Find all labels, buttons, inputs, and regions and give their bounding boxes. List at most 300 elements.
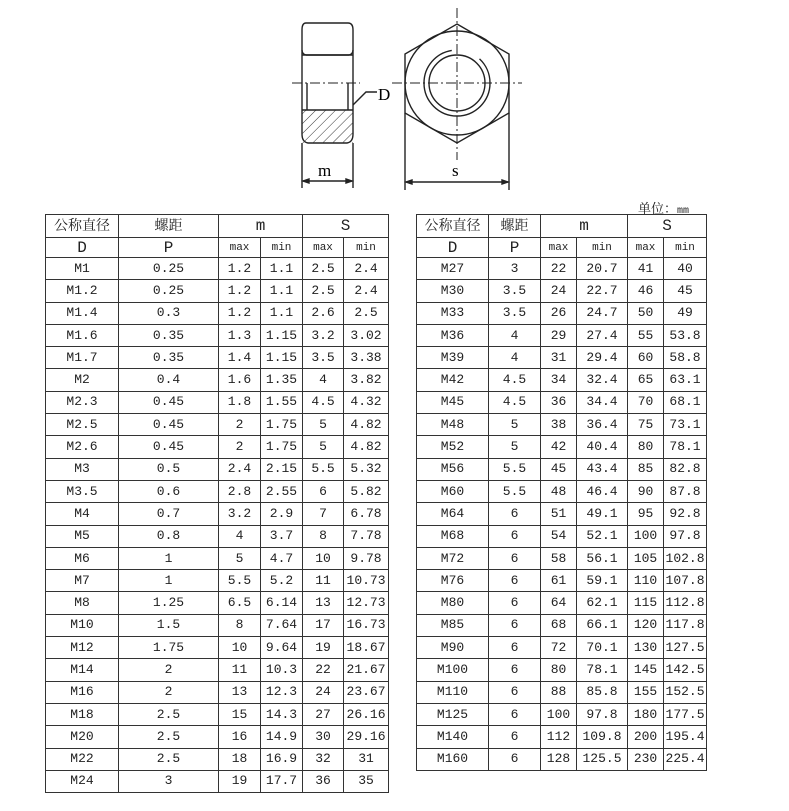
cell-s-min: 107.8 xyxy=(664,570,707,592)
table-row xyxy=(417,414,707,436)
cell-m-min: 40.4 xyxy=(577,436,628,458)
cell-m-min: 59.1 xyxy=(577,570,628,592)
cell-s-max: 200 xyxy=(628,726,664,748)
cell-p: 0.45 xyxy=(119,391,219,413)
cell-s-min: 6.78 xyxy=(344,503,389,525)
cell-s-min: 87.8 xyxy=(664,480,707,502)
table-row xyxy=(46,726,389,748)
cell-s-max: 110 xyxy=(628,570,664,592)
cell-m-max: 100 xyxy=(541,703,577,725)
cell-d: M80 xyxy=(417,592,489,614)
cell-m-min: 46.4 xyxy=(577,480,628,502)
table-row xyxy=(417,503,707,525)
cell-p: 6 xyxy=(489,592,541,614)
cell-p: 6 xyxy=(489,748,541,770)
cell-m-max: 1.2 xyxy=(219,280,261,302)
cell-m-max: 128 xyxy=(541,748,577,770)
header-s: S xyxy=(303,215,389,238)
cell-s-min: 117.8 xyxy=(664,614,707,636)
cell-m-min: 1.15 xyxy=(261,347,303,369)
cell-s-max: 17 xyxy=(303,614,344,636)
header-m-max: max xyxy=(541,238,577,258)
cell-s-max: 95 xyxy=(628,503,664,525)
cell-m-max: 24 xyxy=(541,280,577,302)
cell-d: M1.2 xyxy=(46,280,119,302)
cell-s-max: 5 xyxy=(303,414,344,436)
cell-m-max: 42 xyxy=(541,436,577,458)
cell-m-min: 36.4 xyxy=(577,414,628,436)
cell-p: 4.5 xyxy=(489,369,541,391)
cell-s-max: 75 xyxy=(628,414,664,436)
cell-d: M140 xyxy=(417,726,489,748)
cell-d: M24 xyxy=(46,770,119,792)
table-row xyxy=(46,503,389,525)
cell-s-min: 58.8 xyxy=(664,347,707,369)
cell-s-min: 45 xyxy=(664,280,707,302)
header-nominal-diameter: 公称直径 xyxy=(417,215,489,238)
cell-m-max: 36 xyxy=(541,391,577,413)
table-row xyxy=(46,302,389,324)
cell-m-min: 6.14 xyxy=(261,592,303,614)
table-row xyxy=(417,324,707,346)
cell-m-max: 51 xyxy=(541,503,577,525)
cell-d: M72 xyxy=(417,547,489,569)
cell-m-min: 27.4 xyxy=(577,324,628,346)
cell-s-min: 78.1 xyxy=(664,436,707,458)
cell-d: M16 xyxy=(46,681,119,703)
header-s-max: max xyxy=(303,238,344,258)
cell-d: M33 xyxy=(417,302,489,324)
cell-m-max: 19 xyxy=(219,770,261,792)
cell-p: 6 xyxy=(489,525,541,547)
cell-m-min: 109.8 xyxy=(577,726,628,748)
cell-m-max: 4 xyxy=(219,525,261,547)
cell-d: M3.5 xyxy=(46,480,119,502)
cell-m-min: 1.1 xyxy=(261,302,303,324)
cell-p: 6 xyxy=(489,503,541,525)
cell-p: 0.3 xyxy=(119,302,219,324)
cell-s-min: 49 xyxy=(664,302,707,324)
table-row xyxy=(417,637,707,659)
cell-p: 3 xyxy=(489,258,541,280)
cell-m-max: 2 xyxy=(219,436,261,458)
cell-d: M1 xyxy=(46,258,119,280)
cell-p: 4 xyxy=(489,347,541,369)
cell-m-max: 45 xyxy=(541,458,577,480)
cell-s-max: 115 xyxy=(628,592,664,614)
label-m: m xyxy=(318,161,332,180)
cell-d: M2.5 xyxy=(46,414,119,436)
cell-m-min: 49.1 xyxy=(577,503,628,525)
header-P: P xyxy=(119,238,219,258)
cell-m-min: 10.3 xyxy=(261,659,303,681)
header-D: D xyxy=(417,238,489,258)
cell-m-min: 24.7 xyxy=(577,302,628,324)
cell-m-max: 1.8 xyxy=(219,391,261,413)
cell-s-min: 82.8 xyxy=(664,458,707,480)
cell-d: M48 xyxy=(417,414,489,436)
table-row xyxy=(46,525,389,547)
table-row xyxy=(417,726,707,748)
cell-s-min: 177.5 xyxy=(664,703,707,725)
cell-s-max: 5.5 xyxy=(303,458,344,480)
header-m: m xyxy=(541,215,628,238)
cell-s-max: 60 xyxy=(628,347,664,369)
cell-d: M85 xyxy=(417,614,489,636)
cell-p: 0.45 xyxy=(119,414,219,436)
cell-s-min: 5.32 xyxy=(344,458,389,480)
cell-d: M100 xyxy=(417,659,489,681)
cell-p: 3.5 xyxy=(489,302,541,324)
header-s-min: min xyxy=(344,238,389,258)
cell-p: 0.35 xyxy=(119,347,219,369)
cell-d: M22 xyxy=(46,748,119,770)
table-row xyxy=(46,280,389,302)
cell-s-max: 85 xyxy=(628,458,664,480)
cell-p: 1.25 xyxy=(119,592,219,614)
label-s: s xyxy=(452,161,459,180)
cell-s-max: 230 xyxy=(628,748,664,770)
table-row xyxy=(46,570,389,592)
cell-m-max: 22 xyxy=(541,258,577,280)
cell-s-max: 27 xyxy=(303,703,344,725)
cell-s-min: 26.16 xyxy=(344,703,389,725)
table-row xyxy=(417,547,707,569)
table-row xyxy=(46,547,389,569)
cell-s-min: 3.38 xyxy=(344,347,389,369)
table-row xyxy=(417,614,707,636)
cell-d: M39 xyxy=(417,347,489,369)
cell-m-min: 34.4 xyxy=(577,391,628,413)
cell-s-min: 10.73 xyxy=(344,570,389,592)
cell-m-max: 16 xyxy=(219,726,261,748)
cell-m-min: 14.3 xyxy=(261,703,303,725)
header-s-min: min xyxy=(664,238,707,258)
cell-m-min: 78.1 xyxy=(577,659,628,681)
header-m-min: min xyxy=(261,238,303,258)
cell-m-max: 13 xyxy=(219,681,261,703)
unit-value: mm xyxy=(677,206,690,217)
cell-m-max: 1.2 xyxy=(219,258,261,280)
table-row xyxy=(417,525,707,547)
cell-s-max: 145 xyxy=(628,659,664,681)
cell-m-min: 5.2 xyxy=(261,570,303,592)
cell-m-max: 18 xyxy=(219,748,261,770)
cell-p: 6 xyxy=(489,659,541,681)
table-row xyxy=(417,703,707,725)
cell-s-min: 3.82 xyxy=(344,369,389,391)
cell-m-min: 9.64 xyxy=(261,637,303,659)
cell-p: 6 xyxy=(489,703,541,725)
table-row xyxy=(46,258,389,280)
cell-m-min: 2.15 xyxy=(261,458,303,480)
header-P: P xyxy=(489,238,541,258)
nut-table-right xyxy=(416,214,707,771)
label-D: D xyxy=(378,85,391,104)
cell-m-min: 70.1 xyxy=(577,637,628,659)
cell-s-min: 142.5 xyxy=(664,659,707,681)
cell-d: M60 xyxy=(417,480,489,502)
cell-s-min: 2.5 xyxy=(344,302,389,324)
cell-p: 2 xyxy=(119,681,219,703)
cell-s-max: 7 xyxy=(303,503,344,525)
cell-p: 3 xyxy=(119,770,219,792)
cell-m-min: 62.1 xyxy=(577,592,628,614)
cell-m-min: 29.4 xyxy=(577,347,628,369)
table-row xyxy=(417,347,707,369)
cell-p: 5 xyxy=(489,414,541,436)
cell-m-max: 1.2 xyxy=(219,302,261,324)
cell-d: M5 xyxy=(46,525,119,547)
cell-s-max: 4 xyxy=(303,369,344,391)
cell-m-max: 38 xyxy=(541,414,577,436)
cell-s-max: 5 xyxy=(303,436,344,458)
cell-p: 6 xyxy=(489,614,541,636)
cell-s-max: 30 xyxy=(303,726,344,748)
cell-s-min: 68.1 xyxy=(664,391,707,413)
cell-s-max: 10 xyxy=(303,547,344,569)
cell-p: 2.5 xyxy=(119,748,219,770)
table-row xyxy=(417,659,707,681)
cell-m-max: 1.4 xyxy=(219,347,261,369)
cell-m-max: 48 xyxy=(541,480,577,502)
cell-s-min: 112.8 xyxy=(664,592,707,614)
cell-s-min: 5.82 xyxy=(344,480,389,502)
cell-m-min: 16.9 xyxy=(261,748,303,770)
table-row xyxy=(46,324,389,346)
cell-s-min: 40 xyxy=(664,258,707,280)
cell-d: M160 xyxy=(417,748,489,770)
cell-m-min: 2.55 xyxy=(261,480,303,502)
cell-p: 5 xyxy=(489,436,541,458)
cell-m-min: 1.75 xyxy=(261,436,303,458)
cell-s-max: 2.5 xyxy=(303,280,344,302)
table-row xyxy=(46,414,389,436)
cell-m-max: 10 xyxy=(219,637,261,659)
cell-s-max: 2.5 xyxy=(303,258,344,280)
cell-s-min: 4.82 xyxy=(344,414,389,436)
cell-m-max: 31 xyxy=(541,347,577,369)
cell-d: M1.7 xyxy=(46,347,119,369)
cell-m-max: 58 xyxy=(541,547,577,569)
cell-p: 0.6 xyxy=(119,480,219,502)
cell-s-min: 53.8 xyxy=(664,324,707,346)
cell-m-max: 68 xyxy=(541,614,577,636)
cell-m-min: 17.7 xyxy=(261,770,303,792)
cell-p: 1.5 xyxy=(119,614,219,636)
cell-m-min: 20.7 xyxy=(577,258,628,280)
table-row xyxy=(417,391,707,413)
cell-p: 4 xyxy=(489,324,541,346)
cell-p: 1 xyxy=(119,547,219,569)
cell-s-max: 6 xyxy=(303,480,344,502)
cell-p: 6 xyxy=(489,570,541,592)
nut-table-left xyxy=(45,214,389,793)
cell-p: 0.7 xyxy=(119,503,219,525)
cell-d: M42 xyxy=(417,369,489,391)
cell-s-min: 73.1 xyxy=(664,414,707,436)
cell-d: M12 xyxy=(46,637,119,659)
cell-s-max: 105 xyxy=(628,547,664,569)
cell-p: 6 xyxy=(489,681,541,703)
cell-m-max: 6.5 xyxy=(219,592,261,614)
cell-m-max: 3.2 xyxy=(219,503,261,525)
cell-d: M18 xyxy=(46,703,119,725)
cell-m-min: 4.7 xyxy=(261,547,303,569)
cell-m-min: 97.8 xyxy=(577,703,628,725)
cell-m-max: 54 xyxy=(541,525,577,547)
cell-s-max: 36 xyxy=(303,770,344,792)
header-m-max: max xyxy=(219,238,261,258)
cell-p: 6 xyxy=(489,547,541,569)
cell-m-min: 85.8 xyxy=(577,681,628,703)
cell-m-max: 26 xyxy=(541,302,577,324)
cell-p: 1.75 xyxy=(119,637,219,659)
table-row xyxy=(46,770,389,792)
header-s-max: max xyxy=(628,238,664,258)
cell-s-min: 29.16 xyxy=(344,726,389,748)
cell-d: M1.6 xyxy=(46,324,119,346)
cell-d: M45 xyxy=(417,391,489,413)
cell-m-max: 88 xyxy=(541,681,577,703)
header-D: D xyxy=(46,238,119,258)
cell-m-min: 1.1 xyxy=(261,280,303,302)
cell-s-min: 16.73 xyxy=(344,614,389,636)
table-row xyxy=(417,302,707,324)
cell-p: 0.25 xyxy=(119,280,219,302)
cell-p: 0.5 xyxy=(119,458,219,480)
cell-s-max: 24 xyxy=(303,681,344,703)
cell-d: M1.4 xyxy=(46,302,119,324)
cell-m-max: 1.6 xyxy=(219,369,261,391)
cell-p: 1 xyxy=(119,570,219,592)
cell-s-min: 9.78 xyxy=(344,547,389,569)
cell-m-min: 43.4 xyxy=(577,458,628,480)
cell-s-max: 65 xyxy=(628,369,664,391)
cell-s-max: 180 xyxy=(628,703,664,725)
cell-d: M2.3 xyxy=(46,391,119,413)
cell-p: 6 xyxy=(489,726,541,748)
cell-m-min: 14.9 xyxy=(261,726,303,748)
table-row xyxy=(46,436,389,458)
cell-s-min: 127.5 xyxy=(664,637,707,659)
cell-d: M2 xyxy=(46,369,119,391)
cell-p: 0.45 xyxy=(119,436,219,458)
table-row xyxy=(417,681,707,703)
cell-s-max: 155 xyxy=(628,681,664,703)
table-row xyxy=(46,703,389,725)
cell-s-min: 152.5 xyxy=(664,681,707,703)
cell-s-min: 97.8 xyxy=(664,525,707,547)
cell-s-max: 100 xyxy=(628,525,664,547)
cell-m-max: 2.8 xyxy=(219,480,261,502)
cell-s-max: 55 xyxy=(628,324,664,346)
cell-s-min: 4.32 xyxy=(344,391,389,413)
cell-s-min: 23.67 xyxy=(344,681,389,703)
cell-s-max: 70 xyxy=(628,391,664,413)
table-row xyxy=(417,436,707,458)
table-row xyxy=(46,480,389,502)
cell-m-min: 1.75 xyxy=(261,414,303,436)
table-row xyxy=(417,592,707,614)
cell-d: M125 xyxy=(417,703,489,725)
cell-d: M10 xyxy=(46,614,119,636)
cell-d: M52 xyxy=(417,436,489,458)
cell-m-min: 2.9 xyxy=(261,503,303,525)
cell-m-max: 64 xyxy=(541,592,577,614)
cell-m-min: 1.55 xyxy=(261,391,303,413)
cell-m-max: 112 xyxy=(541,726,577,748)
cell-p: 0.8 xyxy=(119,525,219,547)
cell-d: M6 xyxy=(46,547,119,569)
table-row xyxy=(46,391,389,413)
cell-m-max: 61 xyxy=(541,570,577,592)
cell-m-max: 5.5 xyxy=(219,570,261,592)
cell-d: M76 xyxy=(417,570,489,592)
cell-m-max: 15 xyxy=(219,703,261,725)
cell-p: 2.5 xyxy=(119,703,219,725)
cell-s-min: 7.78 xyxy=(344,525,389,547)
side-view xyxy=(302,23,377,188)
cell-d: M90 xyxy=(417,637,489,659)
cell-p: 2.5 xyxy=(119,726,219,748)
cell-s-max: 90 xyxy=(628,480,664,502)
cell-d: M27 xyxy=(417,258,489,280)
cell-s-min: 4.82 xyxy=(344,436,389,458)
table-row xyxy=(417,570,707,592)
table-row xyxy=(417,480,707,502)
cell-s-min: 225.4 xyxy=(664,748,707,770)
cell-p: 6 xyxy=(489,637,541,659)
cell-p: 4.5 xyxy=(489,391,541,413)
cell-d: M30 xyxy=(417,280,489,302)
cell-s-max: 3.5 xyxy=(303,347,344,369)
cell-s-min: 12.73 xyxy=(344,592,389,614)
header-nominal-diameter: 公称直径 xyxy=(46,215,119,238)
cell-m-max: 2.4 xyxy=(219,458,261,480)
cell-p: 5.5 xyxy=(489,480,541,502)
cell-p: 3.5 xyxy=(489,280,541,302)
cell-m-max: 29 xyxy=(541,324,577,346)
cell-d: M110 xyxy=(417,681,489,703)
cell-m-max: 11 xyxy=(219,659,261,681)
cell-s-max: 80 xyxy=(628,436,664,458)
cell-s-max: 11 xyxy=(303,570,344,592)
cell-s-min: 102.8 xyxy=(664,547,707,569)
cell-s-max: 8 xyxy=(303,525,344,547)
table-row xyxy=(417,258,707,280)
header-pitch: 螺距 xyxy=(489,215,541,238)
cell-d: M68 xyxy=(417,525,489,547)
cell-p: 0.25 xyxy=(119,258,219,280)
table-row xyxy=(46,659,389,681)
cell-d: M36 xyxy=(417,324,489,346)
cell-m-min: 1.1 xyxy=(261,258,303,280)
cell-s-max: 50 xyxy=(628,302,664,324)
cell-m-max: 8 xyxy=(219,614,261,636)
table-row xyxy=(417,748,707,770)
cell-m-min: 52.1 xyxy=(577,525,628,547)
cell-m-max: 1.3 xyxy=(219,324,261,346)
header-pitch: 螺距 xyxy=(119,215,219,238)
cell-p: 0.35 xyxy=(119,324,219,346)
table-row xyxy=(46,592,389,614)
cell-s-max: 2.6 xyxy=(303,302,344,324)
unit-text: 单位： xyxy=(638,202,678,217)
cell-s-min: 2.4 xyxy=(344,258,389,280)
header-m-min: min xyxy=(577,238,628,258)
hex-nut-diagram xyxy=(0,0,789,200)
